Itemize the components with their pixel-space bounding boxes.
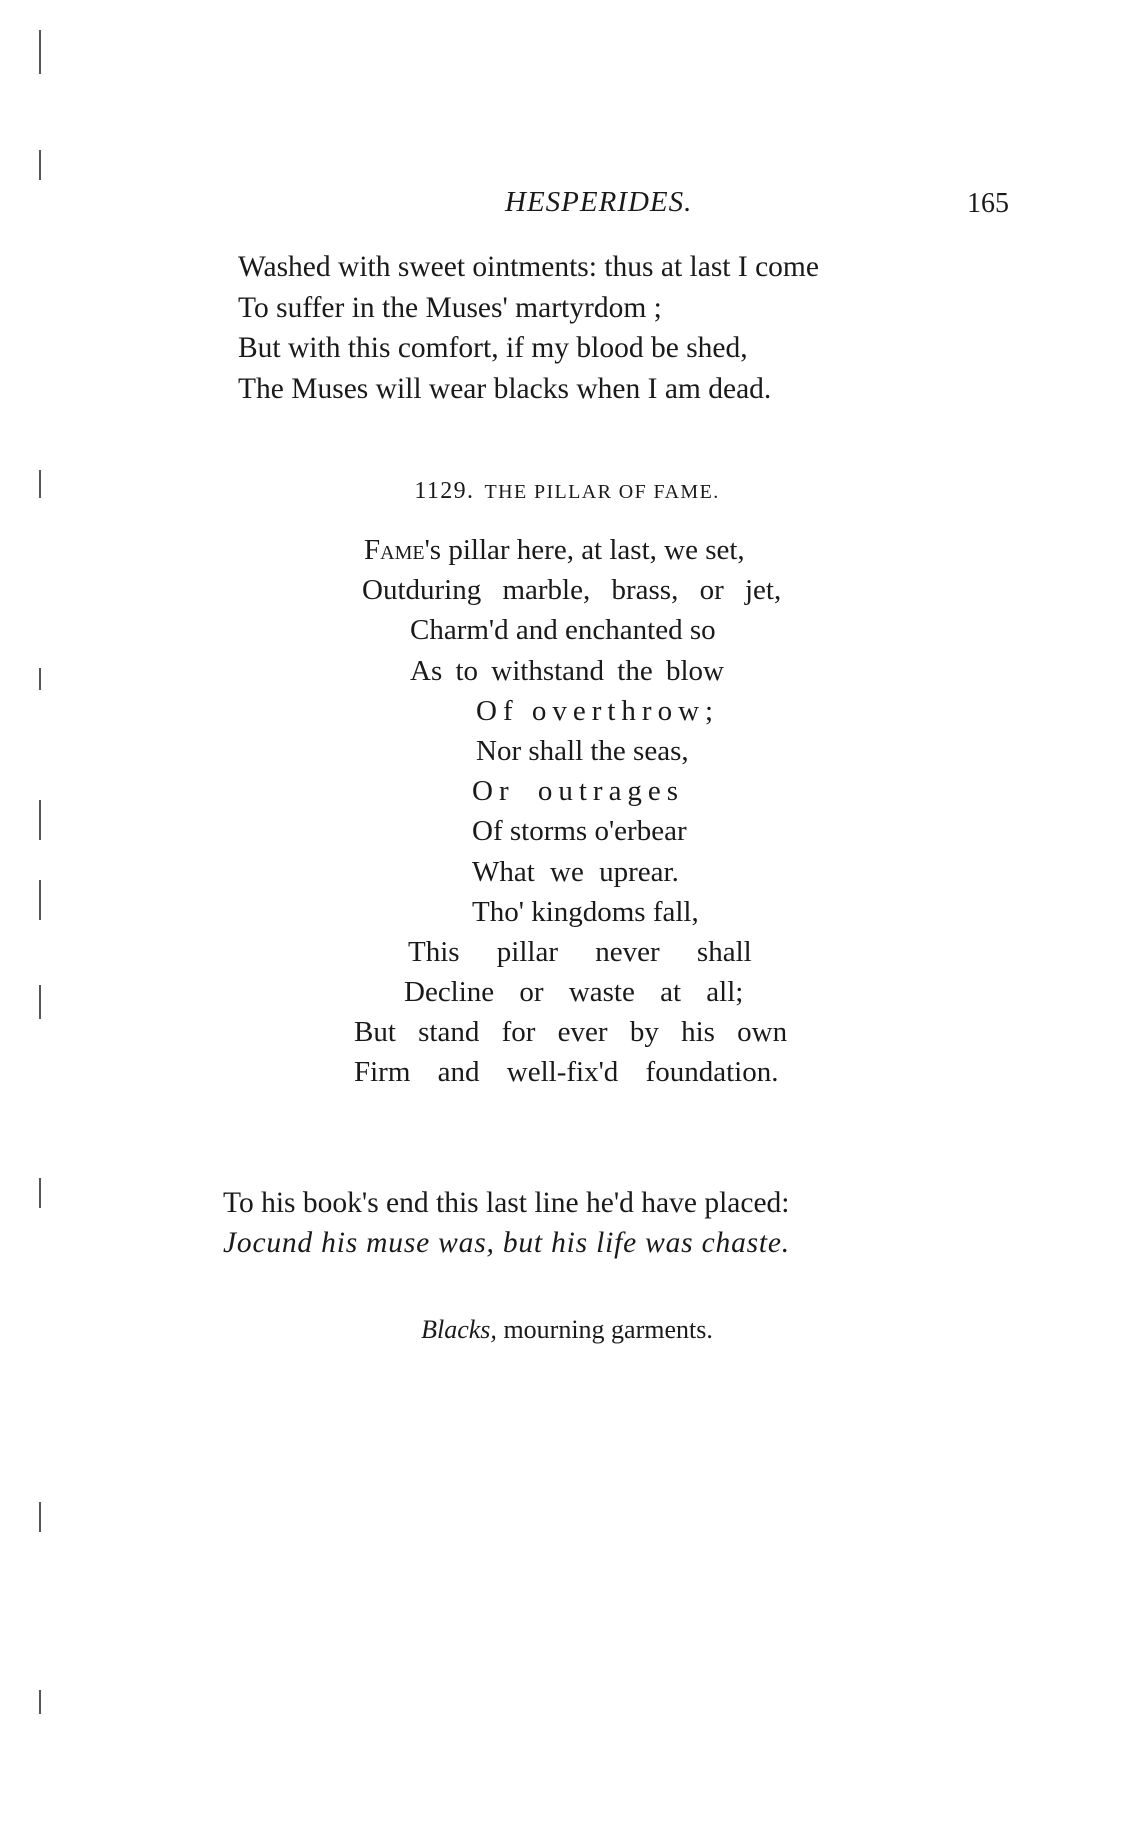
- poem-heading: [0, 478, 1134, 505]
- margin-mark: [39, 30, 41, 74]
- running-title: HESPERIDES.: [505, 186, 693, 218]
- poem-line: [0, 892, 1134, 932]
- poem-line-text: Decline or waste at all;: [404, 976, 744, 1009]
- poem-line-text: Charm'd and enchanted so: [410, 614, 716, 647]
- poem-line: [0, 972, 1134, 1012]
- poem-line: [0, 932, 1134, 972]
- margin-mark: [39, 1690, 41, 1714]
- poem-body: [0, 530, 1134, 1093]
- footnote-term: Blacks,: [421, 1315, 497, 1344]
- poem-line-text: Of overthrow;: [476, 694, 720, 727]
- margin-mark: [39, 150, 41, 180]
- poem-line-text: Tho' kingdoms fall,: [472, 895, 699, 928]
- poem-line: [0, 852, 1134, 892]
- closing-stanza: [238, 247, 819, 409]
- poem-line-text: What we uprear.: [472, 855, 679, 888]
- margin-mark: [39, 1502, 41, 1532]
- poem-line-text: Nor shall the seas,: [476, 734, 689, 767]
- poem-line-text: As to withstand the blow: [410, 654, 724, 687]
- poem-line: [0, 1012, 1134, 1052]
- stanza-line: To suffer in the Muses' martyrdom ;: [238, 291, 662, 324]
- poem-line: [0, 530, 1134, 570]
- stanza-line: Washed with sweet ointments: thus at last I come: [238, 251, 819, 283]
- epitaph: [223, 1183, 790, 1263]
- poem-line: [0, 811, 1134, 851]
- epitaph-line: To his book's end this last line he'd have placed:: [223, 1187, 790, 1219]
- poem-line-text: Outduring marble, brass, or jet,: [362, 574, 782, 607]
- poem-number: 1129.: [414, 478, 475, 504]
- running-head: [0, 186, 1134, 226]
- poem-line: [0, 610, 1134, 650]
- poem-line: [0, 570, 1134, 610]
- poem-line-text: But stand for ever by his own: [354, 1016, 788, 1049]
- poem-line-text: Or outrages: [472, 775, 685, 808]
- footnote: [0, 1315, 1134, 1345]
- poem-title: THE PILLAR OF FAME.: [484, 481, 720, 503]
- poem-line: [0, 691, 1134, 731]
- poem-line: [0, 771, 1134, 811]
- poem-line-text: This pillar never shall: [408, 935, 752, 968]
- poem-line: [0, 1052, 1134, 1092]
- margin-mark: [39, 1178, 41, 1208]
- stanza-line: But with this comfort, if my blood be shed,: [238, 332, 748, 364]
- poem-line-text: Firm and well-fix'd foundation.: [354, 1056, 779, 1089]
- poem-first-word: Fame: [364, 534, 425, 566]
- poem-line-text: Of storms o'erbear: [472, 815, 687, 848]
- footnote-definition: mourning garments.: [496, 1315, 713, 1344]
- poem-line-rest: 's pillar here, at last, we set,: [424, 534, 745, 566]
- stanza-line: The Muses will wear blacks when I am dead.: [238, 372, 772, 405]
- poem-line: [0, 731, 1134, 771]
- epitaph-italic-line: Jocund his muse was, but his life was chaste.: [223, 1227, 790, 1259]
- poem-line: [0, 651, 1134, 691]
- poem-line-text: [364, 530, 745, 570]
- page-number: 165: [967, 188, 1009, 219]
